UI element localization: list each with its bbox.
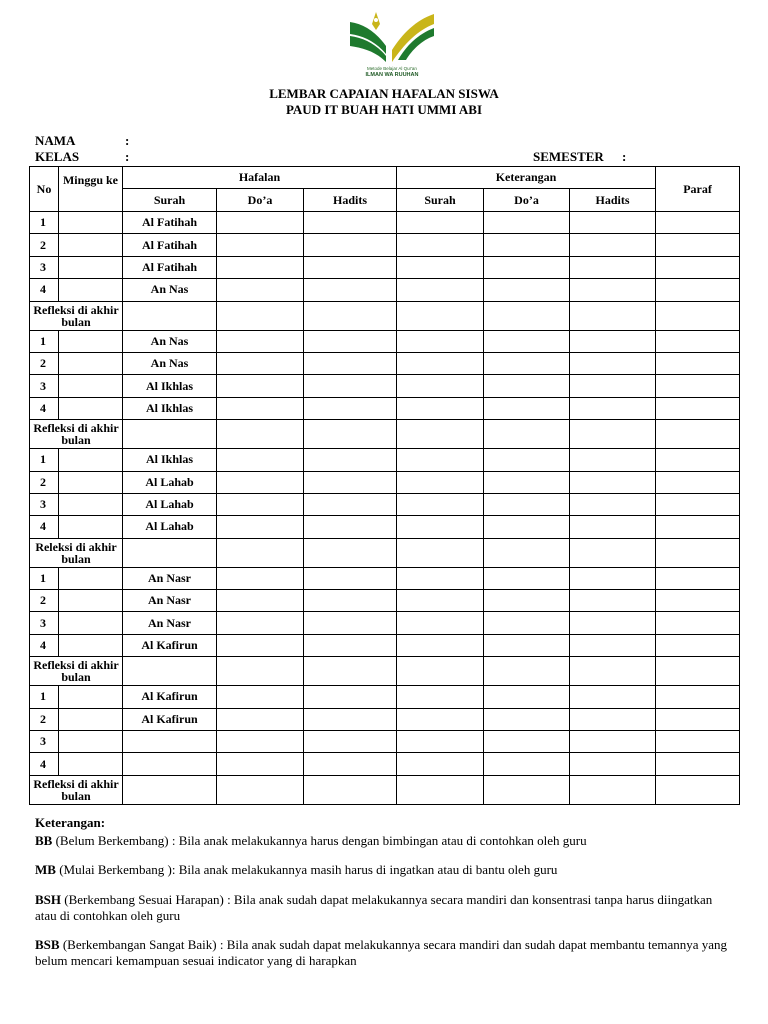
reflection-label: Refleksi di akhir bulan bbox=[30, 657, 123, 686]
row-cell bbox=[656, 212, 740, 234]
row-cell bbox=[397, 212, 484, 234]
semester-colon: : bbox=[622, 149, 627, 164]
row-cell bbox=[397, 234, 484, 256]
row-cell bbox=[304, 212, 397, 234]
note-bb: BB (Belum Berkembang) : Bila anak melakukannya harus dengan bimbingan atau di contohkan oleh guru bbox=[35, 833, 587, 848]
row-cell bbox=[656, 279, 740, 301]
row-cell bbox=[570, 657, 656, 686]
row-cell bbox=[484, 731, 570, 753]
row-no: 4 bbox=[30, 397, 59, 419]
row-cell bbox=[570, 708, 656, 730]
row-cell bbox=[570, 612, 656, 634]
row-cell bbox=[484, 516, 570, 538]
row-minggu bbox=[59, 471, 123, 493]
row-cell bbox=[304, 256, 397, 278]
row-cell bbox=[656, 516, 740, 538]
row-cell bbox=[123, 420, 217, 449]
row-surah: Al Fatihah bbox=[123, 212, 217, 234]
row-minggu bbox=[59, 590, 123, 612]
row-cell bbox=[656, 634, 740, 656]
note-bsh: BSH (Berkembang Sesuai Harapan) : Bila anak sudah dapat melakukannya secara mandiri dan konsentrasi tanpa harus diingatkan atau di contohkan oleh guru bbox=[35, 892, 713, 923]
row-cell bbox=[397, 657, 484, 686]
row-cell bbox=[217, 686, 304, 708]
row-cell bbox=[570, 352, 656, 374]
reflection-row bbox=[30, 420, 740, 449]
row-cell bbox=[217, 256, 304, 278]
subheader-ket-surah: Surah bbox=[397, 189, 484, 212]
row-cell bbox=[656, 538, 740, 567]
row-cell bbox=[217, 708, 304, 730]
row-cell bbox=[484, 256, 570, 278]
row-cell bbox=[397, 538, 484, 567]
note-mb: MB (Mulai Berkembang ): Bila anak melakukannya masih harus di ingatkan atau di bantu oleh guru bbox=[35, 862, 558, 877]
row-cell bbox=[484, 775, 570, 804]
row-cell bbox=[570, 493, 656, 515]
row-minggu bbox=[59, 634, 123, 656]
row-cell bbox=[217, 775, 304, 804]
row-minggu bbox=[59, 256, 123, 278]
row-surah: Al Fatihah bbox=[123, 256, 217, 278]
row-no: 1 bbox=[30, 686, 59, 708]
table-row bbox=[30, 212, 740, 234]
row-no: 3 bbox=[30, 612, 59, 634]
row-surah: Al Ikhlas bbox=[123, 449, 217, 471]
row-cell bbox=[656, 301, 740, 330]
row-cell bbox=[304, 471, 397, 493]
row-cell bbox=[304, 731, 397, 753]
row-cell bbox=[656, 493, 740, 515]
row-cell bbox=[656, 708, 740, 730]
row-cell bbox=[304, 708, 397, 730]
row-cell bbox=[217, 753, 304, 775]
row-cell bbox=[397, 590, 484, 612]
row-cell bbox=[484, 234, 570, 256]
row-cell bbox=[570, 731, 656, 753]
row-cell bbox=[484, 352, 570, 374]
row-cell bbox=[304, 753, 397, 775]
row-no: 2 bbox=[30, 590, 59, 612]
kelas-colon: : bbox=[125, 149, 130, 164]
row-cell bbox=[123, 775, 217, 804]
row-minggu bbox=[59, 612, 123, 634]
row-cell bbox=[217, 375, 304, 397]
reflection-label: Refleksi di akhir bulan bbox=[30, 301, 123, 330]
table-row bbox=[30, 708, 740, 730]
row-surah: Al Lahab bbox=[123, 471, 217, 493]
row-cell bbox=[656, 590, 740, 612]
row-surah: An Nas bbox=[123, 330, 217, 352]
row-cell bbox=[570, 590, 656, 612]
logo-tagline: Metode Belajar Al Qur'an bbox=[367, 66, 417, 71]
table-row bbox=[30, 753, 740, 775]
reflection-row bbox=[30, 775, 740, 804]
row-no: 4 bbox=[30, 753, 59, 775]
row-cell bbox=[217, 330, 304, 352]
row-no: 1 bbox=[30, 212, 59, 234]
row-cell bbox=[484, 657, 570, 686]
col-minggu-header: Minggu ke bbox=[59, 167, 123, 212]
row-cell bbox=[484, 753, 570, 775]
row-cell bbox=[397, 352, 484, 374]
row-cell bbox=[484, 449, 570, 471]
row-cell bbox=[397, 634, 484, 656]
row-cell bbox=[217, 234, 304, 256]
row-surah: Al Lahab bbox=[123, 493, 217, 515]
reflection-row bbox=[30, 301, 740, 330]
row-cell bbox=[570, 256, 656, 278]
row-cell bbox=[304, 612, 397, 634]
table-row bbox=[30, 471, 740, 493]
row-cell bbox=[570, 234, 656, 256]
table-row bbox=[30, 279, 740, 301]
row-cell bbox=[656, 612, 740, 634]
logo bbox=[346, 10, 438, 80]
table-row bbox=[30, 352, 740, 374]
row-cell bbox=[217, 657, 304, 686]
row-minggu bbox=[59, 516, 123, 538]
row-cell bbox=[656, 753, 740, 775]
col-no-header: No bbox=[30, 167, 59, 212]
row-cell bbox=[397, 301, 484, 330]
table-row bbox=[30, 686, 740, 708]
row-cell bbox=[217, 449, 304, 471]
row-cell bbox=[484, 686, 570, 708]
row-cell bbox=[397, 708, 484, 730]
row-minggu bbox=[59, 330, 123, 352]
row-cell bbox=[656, 686, 740, 708]
row-minggu bbox=[59, 212, 123, 234]
row-cell bbox=[656, 731, 740, 753]
row-surah: Al Ikhlas bbox=[123, 375, 217, 397]
row-minggu bbox=[59, 708, 123, 730]
row-cell bbox=[217, 471, 304, 493]
row-surah: Al Kafirun bbox=[123, 686, 217, 708]
col-paraf-header: Paraf bbox=[656, 167, 740, 212]
row-no: 2 bbox=[30, 234, 59, 256]
row-cell bbox=[484, 397, 570, 419]
row-cell bbox=[656, 330, 740, 352]
table-row bbox=[30, 449, 740, 471]
row-cell bbox=[217, 567, 304, 589]
row-cell bbox=[484, 330, 570, 352]
row-cell bbox=[397, 686, 484, 708]
row-minggu bbox=[59, 449, 123, 471]
row-minggu bbox=[59, 731, 123, 753]
row-cell bbox=[484, 590, 570, 612]
row-minggu bbox=[59, 567, 123, 589]
hafalan-group-header: Hafalan bbox=[123, 167, 397, 189]
row-cell bbox=[570, 279, 656, 301]
row-cell bbox=[656, 352, 740, 374]
table-row bbox=[30, 634, 740, 656]
row-minggu bbox=[59, 493, 123, 515]
row-cell bbox=[304, 775, 397, 804]
row-cell bbox=[570, 420, 656, 449]
row-cell bbox=[570, 538, 656, 567]
reflection-row bbox=[30, 657, 740, 686]
row-cell bbox=[217, 612, 304, 634]
row-surah: An Nasr bbox=[123, 612, 217, 634]
row-cell bbox=[217, 352, 304, 374]
row-cell bbox=[397, 279, 484, 301]
row-no: 4 bbox=[30, 516, 59, 538]
table-row bbox=[30, 516, 740, 538]
row-surah bbox=[123, 731, 217, 753]
row-surah: Al Kafirun bbox=[123, 634, 217, 656]
subheader-hadits: Hadits bbox=[304, 189, 397, 212]
row-cell bbox=[397, 330, 484, 352]
document-subtitle: PAUD IT BUAH HATI UMMI ABI bbox=[285, 102, 483, 117]
row-no: 3 bbox=[30, 256, 59, 278]
notes-heading: Keterangan: bbox=[35, 815, 106, 830]
subheader-surah: Surah bbox=[123, 189, 217, 212]
row-cell bbox=[570, 775, 656, 804]
row-cell bbox=[397, 420, 484, 449]
row-cell bbox=[304, 420, 397, 449]
semester-label: SEMESTER bbox=[533, 149, 604, 164]
row-cell bbox=[304, 590, 397, 612]
logo-name: ILMAN WA RUUHAN bbox=[365, 72, 419, 78]
row-cell bbox=[570, 753, 656, 775]
row-cell bbox=[570, 634, 656, 656]
row-cell bbox=[397, 471, 484, 493]
row-cell bbox=[484, 420, 570, 449]
row-cell bbox=[656, 449, 740, 471]
row-cell bbox=[304, 516, 397, 538]
row-no: 3 bbox=[30, 375, 59, 397]
row-cell bbox=[570, 449, 656, 471]
subheader-doa: Do’a bbox=[217, 189, 304, 212]
hafalan-table bbox=[29, 166, 740, 805]
table-row bbox=[30, 330, 740, 352]
row-cell bbox=[570, 567, 656, 589]
row-minggu bbox=[59, 352, 123, 374]
row-cell bbox=[304, 301, 397, 330]
row-no: 1 bbox=[30, 330, 59, 352]
row-cell bbox=[484, 471, 570, 493]
row-cell bbox=[570, 397, 656, 419]
row-cell bbox=[217, 493, 304, 515]
row-no: 4 bbox=[30, 634, 59, 656]
row-cell bbox=[570, 471, 656, 493]
row-minggu bbox=[59, 397, 123, 419]
table-row bbox=[30, 234, 740, 256]
row-cell bbox=[304, 449, 397, 471]
row-cell bbox=[656, 375, 740, 397]
row-surah: Al Lahab bbox=[123, 516, 217, 538]
row-cell bbox=[217, 301, 304, 330]
row-surah bbox=[123, 753, 217, 775]
row-cell bbox=[217, 279, 304, 301]
row-cell bbox=[484, 493, 570, 515]
logo-emblem-icon bbox=[346, 10, 438, 66]
table-row bbox=[30, 567, 740, 589]
kelas-label: KELAS bbox=[35, 149, 80, 164]
row-cell bbox=[304, 686, 397, 708]
row-cell bbox=[570, 516, 656, 538]
row-cell bbox=[397, 753, 484, 775]
table-row bbox=[30, 493, 740, 515]
row-surah: Al Kafirun bbox=[123, 708, 217, 730]
row-cell bbox=[304, 279, 397, 301]
row-cell bbox=[304, 234, 397, 256]
row-no: 3 bbox=[30, 493, 59, 515]
row-cell bbox=[570, 375, 656, 397]
row-cell bbox=[304, 375, 397, 397]
row-surah: An Nasr bbox=[123, 567, 217, 589]
row-surah: An Nas bbox=[123, 352, 217, 374]
row-cell bbox=[484, 301, 570, 330]
row-cell bbox=[397, 567, 484, 589]
row-cell bbox=[484, 708, 570, 730]
row-cell bbox=[217, 212, 304, 234]
row-cell bbox=[484, 612, 570, 634]
row-no: 3 bbox=[30, 731, 59, 753]
reflection-label: Releksi di akhir bulan bbox=[30, 538, 123, 567]
row-cell bbox=[397, 449, 484, 471]
row-cell bbox=[397, 731, 484, 753]
row-no: 1 bbox=[30, 449, 59, 471]
row-cell bbox=[217, 538, 304, 567]
row-surah: Al Ikhlas bbox=[123, 397, 217, 419]
table-row bbox=[30, 612, 740, 634]
row-cell bbox=[656, 397, 740, 419]
row-cell bbox=[656, 256, 740, 278]
row-cell bbox=[304, 397, 397, 419]
row-cell bbox=[656, 775, 740, 804]
subheader-ket-hadits: Hadits bbox=[570, 189, 656, 212]
row-minggu bbox=[59, 686, 123, 708]
row-cell bbox=[570, 301, 656, 330]
row-cell bbox=[304, 657, 397, 686]
row-surah: Al Fatihah bbox=[123, 234, 217, 256]
row-cell bbox=[570, 330, 656, 352]
row-cell bbox=[484, 279, 570, 301]
row-surah: An Nasr bbox=[123, 590, 217, 612]
row-cell bbox=[397, 397, 484, 419]
row-surah: An Nas bbox=[123, 279, 217, 301]
row-cell bbox=[217, 634, 304, 656]
table-row bbox=[30, 397, 740, 419]
row-minggu bbox=[59, 234, 123, 256]
row-cell bbox=[123, 538, 217, 567]
row-minggu bbox=[59, 753, 123, 775]
row-cell bbox=[570, 686, 656, 708]
row-cell bbox=[656, 567, 740, 589]
row-cell bbox=[304, 493, 397, 515]
row-no: 2 bbox=[30, 708, 59, 730]
row-cell bbox=[484, 538, 570, 567]
table-body bbox=[30, 212, 740, 805]
subheader-ket-doa: Do’a bbox=[484, 189, 570, 212]
row-cell bbox=[656, 471, 740, 493]
row-cell bbox=[217, 731, 304, 753]
row-minggu bbox=[59, 375, 123, 397]
row-cell bbox=[217, 590, 304, 612]
table-row bbox=[30, 731, 740, 753]
nama-colon: : bbox=[125, 133, 130, 148]
nama-label: NAMA bbox=[35, 133, 76, 148]
row-cell bbox=[217, 516, 304, 538]
row-cell bbox=[304, 352, 397, 374]
row-cell bbox=[397, 256, 484, 278]
row-cell bbox=[123, 657, 217, 686]
row-cell bbox=[484, 634, 570, 656]
row-cell bbox=[304, 567, 397, 589]
note-bsb: BSB (Berkembangan Sangat Baik) : Bila anak sudah dapat melakukannya secara mandiri dan sudah dapat membantu temannya yang belum mencari kemampuan sesuai indicator yang di harapkan bbox=[35, 937, 728, 968]
row-cell bbox=[484, 567, 570, 589]
row-cell bbox=[397, 493, 484, 515]
reflection-label: Refleksi di akhir bulan bbox=[30, 420, 123, 449]
row-cell bbox=[656, 657, 740, 686]
row-no: 4 bbox=[30, 279, 59, 301]
row-cell bbox=[397, 375, 484, 397]
row-minggu bbox=[59, 279, 123, 301]
row-cell bbox=[304, 538, 397, 567]
row-no: 2 bbox=[30, 471, 59, 493]
row-cell bbox=[304, 330, 397, 352]
reflection-label: Refleksi di akhir bulan bbox=[30, 775, 123, 804]
row-cell bbox=[304, 634, 397, 656]
row-cell bbox=[484, 212, 570, 234]
row-cell bbox=[217, 397, 304, 419]
row-cell bbox=[570, 212, 656, 234]
row-no: 2 bbox=[30, 352, 59, 374]
table-row bbox=[30, 256, 740, 278]
row-cell bbox=[397, 775, 484, 804]
row-cell bbox=[484, 375, 570, 397]
row-cell bbox=[397, 612, 484, 634]
keterangan-group-header: Keterangan bbox=[397, 167, 656, 189]
table-row bbox=[30, 590, 740, 612]
document-title: LEMBAR CAPAIAN HAFALAN SISWA bbox=[269, 86, 499, 101]
row-cell bbox=[656, 420, 740, 449]
row-cell bbox=[123, 301, 217, 330]
table-row bbox=[30, 375, 740, 397]
row-cell bbox=[656, 234, 740, 256]
row-no: 1 bbox=[30, 567, 59, 589]
row-cell bbox=[217, 420, 304, 449]
reflection-row bbox=[30, 538, 740, 567]
row-cell bbox=[397, 516, 484, 538]
